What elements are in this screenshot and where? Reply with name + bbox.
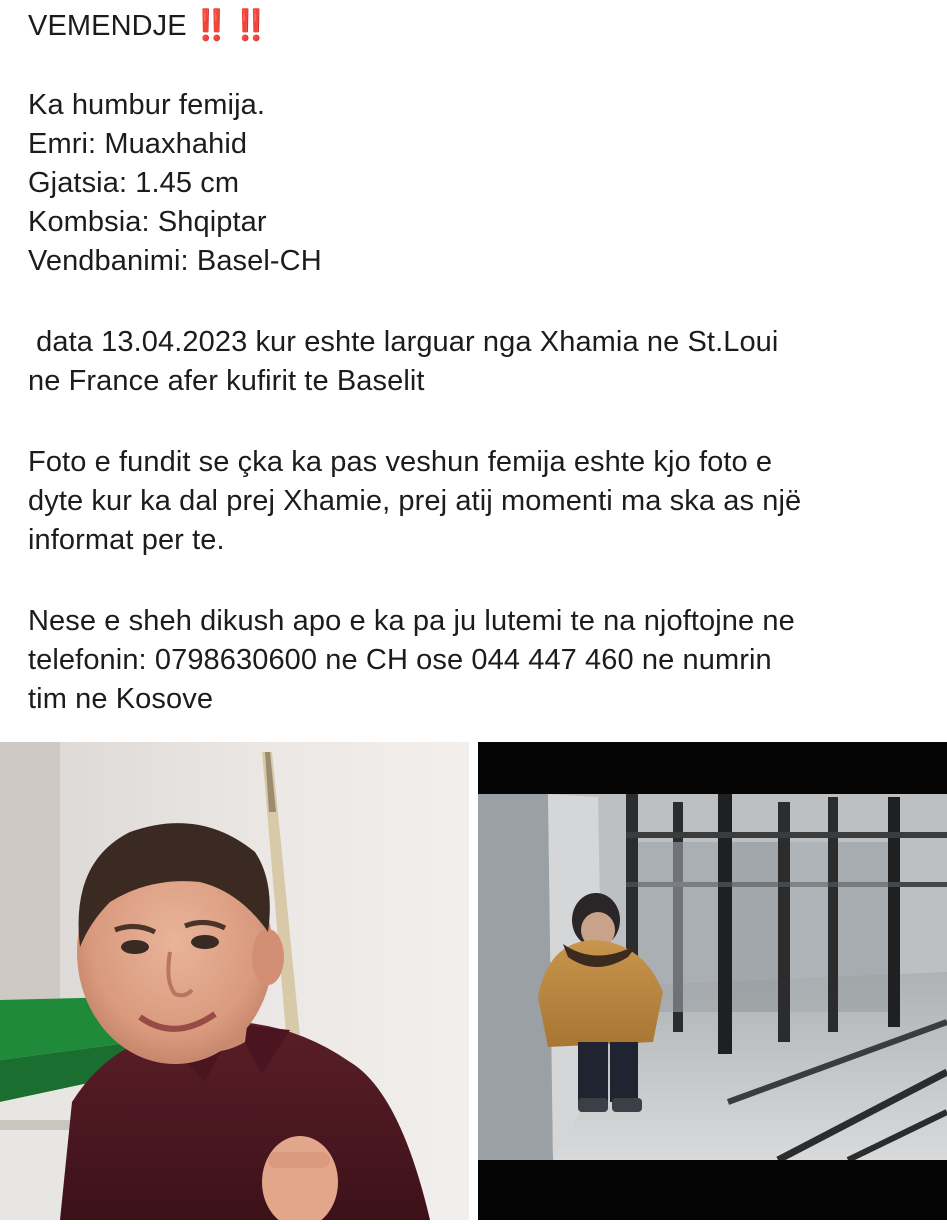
date-line-1: data 13.04.2023 kur eshte larguar nga Xhamia ne St.Loui: [28, 326, 779, 358]
contact-line-1: Nese e sheh dikush apo e ka pa ju lutemi te na njoftojne ne: [28, 605, 795, 637]
photo-line-2: dyte kur ka dal prej Xhamie, prej atij momenti ma ska as një: [28, 485, 802, 517]
cctv-image: [478, 742, 947, 1220]
height-line: Gjatsia: 1.45 cm: [28, 167, 240, 199]
date-paragraph: [28, 323, 778, 401]
photo-line-3: informat per te.: [28, 524, 225, 556]
portrait-image: [0, 742, 469, 1220]
portrait-photo[interactable]: [0, 742, 469, 1220]
contact-line-3: tim ne Kosove: [28, 683, 214, 715]
contact-paragraph: [28, 602, 795, 719]
photo-grid: [0, 742, 947, 1224]
missing-details: [28, 86, 322, 281]
missing-line: Ka humbur femija.: [28, 89, 266, 121]
residence-line: Vendbanimi: Basel-CH: [28, 245, 322, 277]
post-title-text: VEMENDJE: [28, 10, 187, 42]
photo-paragraph: [28, 443, 801, 560]
cctv-photo[interactable]: [478, 742, 947, 1220]
contact-line-2: telefonin: 0798630600 ne CH ose 044 447 460 ne numrin: [28, 644, 772, 676]
photo-line-1: Foto e fundit se çka ka pas veshun femija eshte kjo foto e: [28, 446, 773, 478]
date-line-2: ne France afer kufirit te Baselit: [28, 365, 425, 397]
double-exclamation-icon: ‼️ ‼️: [192, 9, 267, 42]
nationality-line: Kombsia: Shqiptar: [28, 206, 267, 238]
post-title: [28, 6, 267, 46]
name-line: Emri: Muaxhahid: [28, 128, 248, 160]
